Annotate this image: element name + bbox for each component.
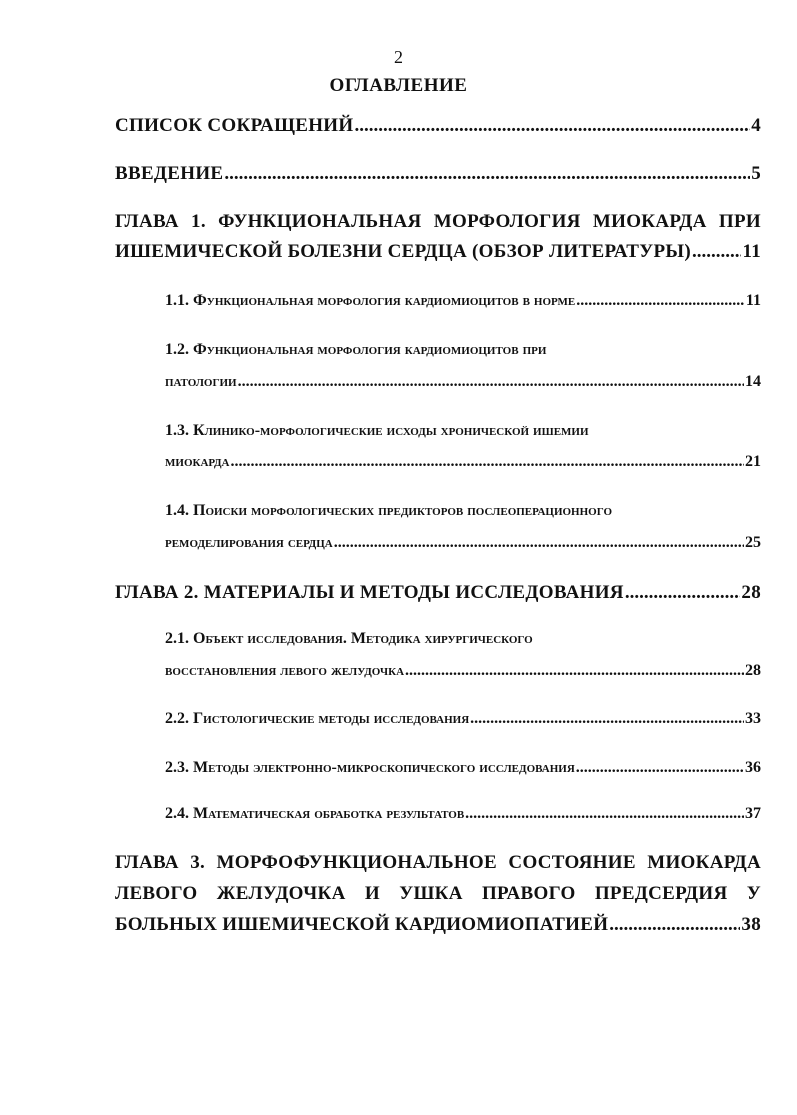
toc-leader — [470, 710, 744, 728]
toc-page: 21 — [745, 453, 761, 470]
toc-entry-text: СПИСОК СОКРАЩЕНИЙ — [115, 115, 354, 136]
toc-title: ОГЛАВЛЕНИЕ — [329, 75, 468, 96]
toc-leader — [354, 115, 750, 137]
toc-page: 25 — [745, 534, 761, 551]
toc-entry-text: ремоделирования сердца — [165, 534, 333, 551]
toc-leader — [238, 373, 744, 391]
toc-entry-text: 2.4. Математическая обработка результатов — [165, 805, 465, 822]
toc-entry-text: БОЛЬНЫХ ИШЕМИЧЕСКОЙ КАРДИОМИОПАТИЕЙ — [115, 914, 609, 935]
toc-page: 28 — [745, 662, 761, 679]
toc-page: 33 — [745, 710, 761, 727]
toc-entry-text: 1.1. Функциональная морфология кардиомиоцитов в норме — [165, 292, 576, 309]
toc-entry-text: восстановления левого желудочка — [165, 662, 405, 679]
toc-leader — [465, 805, 744, 823]
toc-leader — [224, 163, 750, 185]
toc-leader — [576, 292, 745, 310]
toc-page: 5 — [751, 163, 761, 184]
toc-leader — [334, 534, 744, 552]
toc-page: 28 — [741, 582, 761, 603]
toc-leader — [625, 582, 741, 604]
toc-leader — [405, 662, 744, 680]
toc-entry-1-2-line1: 1.2. Функциональная морфология кардиомиоцитов при — [165, 341, 547, 358]
toc-entry-text: патологии — [165, 373, 237, 390]
toc-entry-2-2[interactable] — [165, 710, 761, 728]
toc-entry-text: 2.3. Методы электронно-микроскопического исследования — [165, 759, 575, 776]
toc-page: 4 — [751, 115, 761, 136]
toc-entry-chapter-2[interactable] — [115, 582, 761, 604]
toc-entry-1-1[interactable] — [165, 292, 761, 310]
toc-entry-chapter-3[interactable] — [115, 914, 761, 936]
toc-page: 11 — [742, 241, 761, 262]
toc-page: 37 — [745, 805, 761, 822]
toc-entry-text: ИШЕМИЧЕСКОЙ БОЛЕЗНИ СЕРДЦА (ОБЗОР ЛИТЕРАТУРЫ) — [115, 241, 691, 262]
toc-leader — [230, 453, 744, 471]
toc-entry-text: ВВЕДЕНИЕ — [115, 163, 224, 184]
toc-entry-2-1[interactable] — [165, 662, 761, 680]
toc-entry-1-2[interactable] — [165, 373, 761, 391]
toc-leader — [576, 759, 744, 777]
toc-page: 38 — [741, 914, 761, 935]
page-number: 2 — [394, 47, 403, 67]
toc-page: 36 — [745, 759, 761, 776]
toc-entry-chapter-1[interactable] — [115, 241, 761, 263]
toc-leader — [692, 241, 741, 263]
toc-entry-chapter-3-line2: ЛЕВОГО ЖЕЛУДОЧКА И УШКА ПРАВОГО ПРЕДСЕРДИЯ У — [115, 883, 761, 904]
toc-entry-abbreviations[interactable] — [115, 115, 761, 137]
toc-entry-2-3[interactable] — [165, 759, 761, 777]
toc-entry-text: ГЛАВА 2. МАТЕРИАЛЫ И МЕТОДЫ ИССЛЕДОВАНИЯ — [115, 582, 624, 603]
toc-entry-1-4[interactable] — [165, 534, 761, 552]
toc-entry-2-1-line1: 2.1. Объект исследования. Методика хирургического — [165, 630, 533, 647]
toc-entry-text: 2.2. Гистологические методы исследования — [165, 710, 470, 727]
toc-page: 14 — [745, 373, 761, 390]
toc-entry-1-4-line1: 1.4. Поиски морфологических предикторов послеоперационного — [165, 502, 613, 519]
toc-entry-1-3-line1: 1.3. Клинико-морфологические исходы хронической ишемии — [165, 422, 589, 439]
toc-entry-2-4[interactable] — [165, 805, 761, 823]
toc-entry-chapter-1-line1: ГЛАВА 1. ФУНКЦИОНАЛЬНАЯ МОРФОЛОГИЯ МИОКАРДА ПРИ — [115, 211, 761, 232]
toc-entry-chapter-3-line1: ГЛАВА 3. МОРФОФУНКЦИОНАЛЬНОЕ СОСТОЯНИЕ МИОКАРДА — [115, 852, 761, 873]
toc-entry-text: миокарда — [165, 453, 230, 470]
toc-entry-introduction[interactable] — [115, 163, 761, 185]
toc-leader — [609, 914, 740, 936]
toc-entry-1-3[interactable] — [165, 453, 761, 471]
toc-page: 11 — [745, 292, 761, 309]
